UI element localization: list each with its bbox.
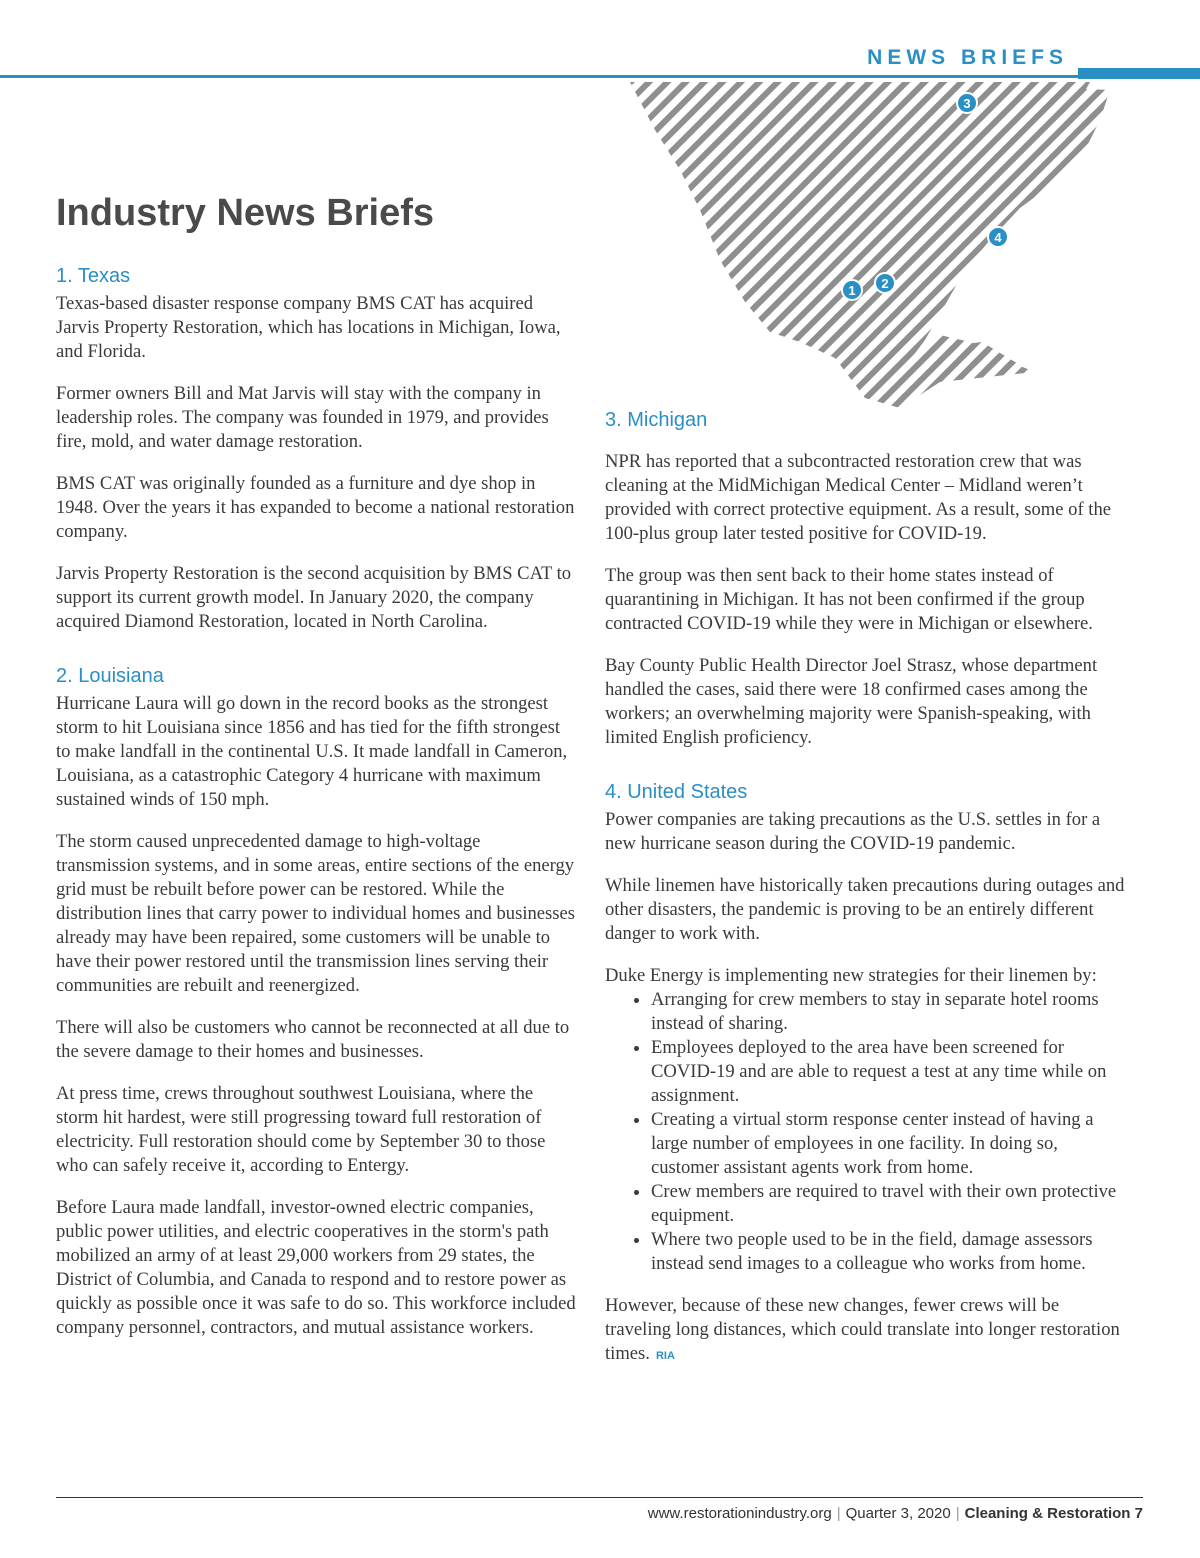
- louisiana-paragraph-4: At press time, crews throughout southwest Louisiana, where the storm hit hardest, were still progressing toward full restoration of electricity. Full restoration should come by September 30 to those who can safely receive it, according to Entergy.: [56, 1083, 546, 1176]
- end-mark: RIA: [655, 1350, 675, 1362]
- section-label: NEWS BRIEFS: [867, 46, 1068, 69]
- texas-paragraph-1: Texas-based disaster response company BMS CAT has acquired Jarvis Property Restoration, which has locations in Michigan, Iowa, and Florida.: [56, 293, 561, 362]
- us-paragraph-4: [605, 1294, 1125, 1368]
- louisiana-paragraph-5: Before Laura made landfall, investor-owned electric companies, public power utilities, and electric cooperatives in the storm's path mobilized an army of at least 29,000 workers from 29 states, the District of Columbia, and Canada to respond and to restore power as quickly as possible once it was safe to do so. This workforce included company personnel, contractors, and mutual assistance workers.: [56, 1197, 576, 1338]
- marker-2[interactable]: [875, 273, 895, 293]
- list-item: • Arranging for crew members to stay in separate hotel rooms instead of sharing.: [651, 988, 1125, 1036]
- texas-paragraph-4: Jarvis Property Restoration is the second acquisition by BMS CAT to support its current growth model. In January 2020, the company acquired Diamond Restoration, located in North Carolina.: [56, 563, 572, 632]
- us-heading: 4. United States: [605, 781, 748, 803]
- marker-4-label: 4: [994, 230, 1002, 245]
- list-item: • Employees deployed to the area have been screened for COVID-19 and are able to request a test at any time while on assignment.: [651, 1036, 1125, 1108]
- marker-3-label: 3: [963, 96, 971, 111]
- header-accent-bar: [1078, 68, 1200, 79]
- footer-publication: Cleaning & Restoration: [964, 1505, 1131, 1522]
- louisiana-paragraph-3: There will also be customers who cannot be reconnected at all due to the severe damage to their homes and businesses.: [56, 1017, 570, 1062]
- texas-heading: 1. Texas: [56, 265, 131, 287]
- header-rule: [0, 75, 1078, 78]
- left-column: [56, 264, 576, 1358]
- footer-separator: |: [836, 1505, 841, 1522]
- list-item: • Where two people used to be in the field, damage assessors instead send images to a colleague who works from home.: [651, 1228, 1125, 1276]
- us-bullet-list: [605, 988, 1125, 1276]
- marker-1[interactable]: [842, 280, 862, 300]
- north-america-map: [610, 80, 1200, 415]
- louisiana-paragraph-1: Hurricane Laura will go down in the record books as the strongest storm to hit Louisiana since 1856 and has tied for the fifth strongest to make landfall in the continental U.S. It made landfall in Cameron, Louisiana, as a catastrophic Category 4 hurricane with maximum sustained winds of 150 mph.: [56, 693, 568, 810]
- michigan-paragraph-3: Bay County Public Health Director Joel Strasz, whose department handled the cases, said there were 18 confirmed cases among the workers; an overwhelming majority were Spanish-speaking, with limited English proficiency.: [605, 655, 1098, 748]
- texas-paragraph-3: BMS CAT was originally founded as a furniture and dye shop in 1948. Over the years it has expanded to become a national restoration company.: [56, 473, 575, 542]
- right-column: [605, 408, 1125, 1386]
- page-title: Industry News Briefs: [56, 192, 434, 234]
- louisiana-paragraph-2: The storm caused unprecedented damage to high-voltage transmission systems, and in some areas, entire sections of the energy grid must be rebuilt before power can be restored. While the distribution lines that carry power to individual homes and businesses already may have been repaired, some customers will be unable to have their power restored until the transmission lines serving their communities are rebuilt and reenergized.: [56, 831, 575, 996]
- marker-2-label: 2: [881, 276, 889, 291]
- marker-1-label: 1: [848, 283, 856, 298]
- page-footer: [648, 1505, 1143, 1522]
- texas-paragraph-2: Former owners Bill and Mat Jarvis will stay with the company in leadership roles. The company was founded in 1979, and provides fire, mold, and water damage restoration.: [56, 383, 549, 452]
- us-paragraph-2: While linemen have historically taken precautions during outages and other disasters, the pandemic is proving to be an entirely different danger to work with.: [605, 875, 1125, 944]
- michigan-paragraph-2: The group was then sent back to their home states instead of quarantining in Michigan. It has not been confirmed if the group contracted COVID-19 while they were in Michigan or elsewhere.: [605, 565, 1093, 634]
- footer-separator: |: [955, 1505, 960, 1522]
- michigan-heading: 3. Michigan: [605, 409, 708, 431]
- marker-4[interactable]: [988, 227, 1008, 247]
- list-item: • Crew members are required to travel with their own protective equipment.: [651, 1180, 1125, 1228]
- list-item: • Creating a virtual storm response center instead of having a large number of employees in one facility. In doing so, customer assistant agents work from home.: [651, 1108, 1125, 1180]
- marker-3[interactable]: [957, 93, 977, 113]
- michigan-paragraph-1: NPR has reported that a subcontracted restoration crew that was cleaning at the MidMichigan Medical Center – Midland weren’t provided with correct protective equipment. As a result, some of the 100-plus group later tested positive for COVID-19.: [605, 451, 1112, 544]
- louisiana-heading: 2. Louisiana: [56, 665, 164, 687]
- footer-page-number: 7: [1134, 1505, 1143, 1522]
- footer-website[interactable]: www.restorationindustry.org: [647, 1505, 832, 1522]
- us-paragraph-4-text: However, because of these new changes, fewer crews will be traveling long distances, which could translate into longer restoration times.: [605, 1295, 1120, 1364]
- us-paragraph-3: Duke Energy is implementing new strategies for their linemen by:: [605, 965, 1097, 986]
- continent-shape: [630, 82, 1098, 408]
- us-paragraph-1: Power companies are taking precautions as the U.S. settles in for a new hurricane season during the COVID-19 pandemic.: [605, 809, 1101, 854]
- footer-rule: [56, 1497, 1143, 1498]
- footer-issue: Quarter 3, 2020: [845, 1505, 951, 1522]
